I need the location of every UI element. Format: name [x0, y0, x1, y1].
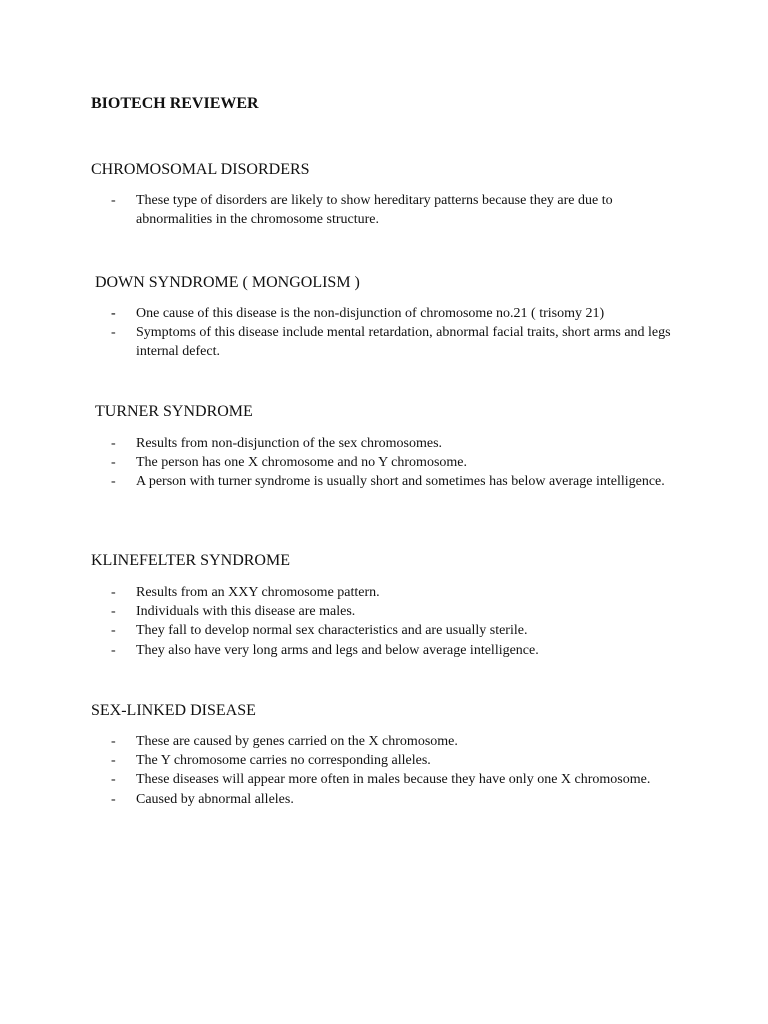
list-item-text: These type of disorders are likely to show hereditary patterns because they are due to abnormalities in the chromosome structure. — [136, 193, 613, 228]
bullet-dash: - — [111, 306, 116, 321]
bullet-dash: - — [111, 474, 116, 490]
bullet-dash: - — [111, 734, 116, 749]
bullet-dash: - — [111, 604, 116, 620]
chromosomal-disorders-list — [111, 191, 671, 229]
list-item — [111, 621, 671, 640]
bullet-dash: - — [111, 455, 116, 471]
sex-linked-disease-list — [111, 732, 671, 809]
list-item-text: They also have very long arms and legs and below average intelligence. — [136, 642, 539, 658]
section-heading-klinefelter-syndrome: KLINEFELTER SYNDROME — [91, 552, 290, 569]
list-item-text: The person has one X chromosome and no Y chromosome. — [136, 455, 467, 471]
bullet-dash: - — [111, 623, 116, 639]
bullet-dash: - — [111, 791, 116, 807]
list-item — [111, 191, 671, 229]
list-item-text: Caused by abnormal alleles. — [136, 791, 294, 807]
list-item — [111, 641, 671, 660]
bullet-dash: - — [111, 193, 116, 208]
document-title: BIOTECH REVIEWER — [91, 95, 259, 112]
list-item-text: Results from non-disjunction of the sex chromosomes. — [136, 436, 443, 451]
list-item-text: These diseases will appear more often in males because they have only one X chromosome. — [136, 772, 651, 788]
list-item — [111, 602, 671, 621]
klinefelter-syndrome-list — [111, 583, 671, 660]
list-item-text: They fall to develop normal sex characteristics and are usually sterile. — [136, 623, 528, 639]
list-item-text: One cause of this disease is the non-disjunction of chromosome no.21 ( trisomy 21) — [136, 306, 605, 321]
list-item-text: Symptoms of this disease include mental retardation, abnormal facial traits, short arms and legs internal defect. — [136, 325, 671, 360]
turner-syndrome-list — [111, 434, 671, 492]
bullet-dash: - — [111, 585, 116, 600]
list-item — [111, 323, 671, 361]
list-item — [111, 472, 671, 491]
list-item-text: Results from an XXY chromosome pattern. — [136, 585, 380, 600]
section-heading-sex-linked-disease: SEX-LINKED DISEASE — [91, 702, 256, 719]
section-heading-chromosomal-disorders: CHROMOSOMAL DISORDERS — [91, 161, 310, 178]
bullet-dash: - — [111, 772, 116, 788]
list-item-text: Individuals with this disease are males. — [136, 604, 356, 620]
bullet-dash: - — [111, 642, 116, 658]
section-heading-turner-syndrome: TURNER SYNDROME — [95, 403, 253, 420]
bullet-dash: - — [111, 753, 116, 769]
list-item-text: A person with turner syndrome is usually short and sometimes has below average intelligence. — [136, 474, 665, 490]
bullet-dash: - — [111, 325, 116, 341]
list-item — [111, 304, 671, 323]
list-item — [111, 434, 671, 453]
down-syndrome-list — [111, 304, 671, 362]
list-item — [111, 583, 671, 602]
bullet-dash: - — [111, 436, 116, 451]
list-item — [111, 790, 671, 809]
list-item — [111, 453, 671, 472]
list-item-text: These are caused by genes carried on the X chromosome. — [136, 734, 458, 749]
list-item — [111, 751, 671, 770]
list-item — [111, 770, 671, 789]
section-heading-down-syndrome: DOWN SYNDROME ( MONGOLISM ) — [95, 274, 360, 291]
list-item-text: The Y chromosome carries no corresponding alleles. — [136, 753, 431, 769]
list-item — [111, 732, 671, 751]
